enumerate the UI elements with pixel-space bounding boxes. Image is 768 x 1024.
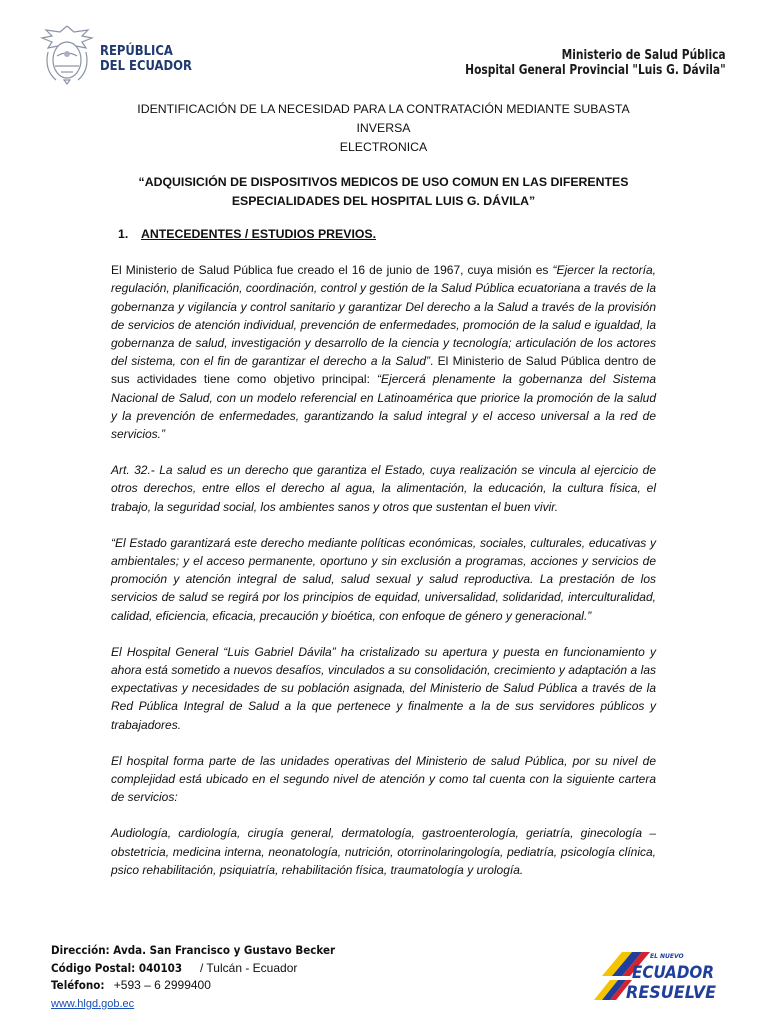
document-body: [111, 100, 656, 879]
logo-line1: ECUADOR: [632, 963, 714, 983]
footer-contact: Dirección: Avda. San Francisco y Gustavo Becker Código Postal: 040103 / Tulcán - Ecuador Teléfono: +593 – 6 2999400 www.hlgd.gob.ec: [51, 943, 336, 1010]
ministry-name: Ministerio de Salud Pública Hospital General Provincial "Luis G. Dávila": [465, 48, 726, 78]
logo-line2: RESUELVE: [626, 983, 717, 1002]
document-subtitle: “ADQUISICIÓN DE DISPOSITIVOS MEDICOS DE USO COMUN EN LAS DIFERENTES ESPECIALIDADES DEL HOSPITAL LUIS G. DÁVILA”: [138, 175, 629, 208]
footer-phone: +593 – 6 2999400: [110, 978, 211, 992]
letterhead: [0, 0, 768, 95]
paragraph-hospital: El Hospital General “Luis Gabriel Dávila” ha cristalizado su apertura y puesta en funcionamiento y ahora está sometido a nuevos desafíos, vinculados a su consolidación, crecimiento y adaptación a las expectativas y necesidades de su población asignada, del Ministerio de Salud Pública a través de la Red Pública Integral de Salud a la que pertenece y finalmente a la de sus servidores públicos y trabajadores.: [111, 644, 656, 732]
footer-website-link[interactable]: www.hlgd.gob.ec: [51, 997, 135, 1010]
republic-name: REPÚBLICA DEL ECUADOR: [100, 43, 192, 74]
paragraph-operating-units: El hospital forma parte de las unidades operativas del Ministerio de salud Pública, por su nivel de complejidad está ubicado en el segundo nivel de atención y como tal cuenta con la siguiente cartera de servicios:: [111, 753, 656, 805]
footer-postal: Código Postal: 040103: [51, 960, 183, 975]
section-heading: 1. ANTECEDENTES / ESTUDIOS PREVIOS.: [118, 227, 377, 241]
paragraph-state-guarantee: “El Estado garantizará este derecho mediante políticas económicas, sociales, culturales, educativas y ambientales; y el acceso permanente, oportuno y sin exclusión a programas, acciones y servicios de promoción y atención integral de salud, salud sexual y salud reproductiva. La prestación de los servicios de salud se regirá por los principios de equidad, universalidad, solidaridad, interculturalidad, calidad, eficiencia, eficacia, precaución y bioética, con enfoque de género y generacional.”: [111, 535, 656, 623]
ecuador-resuelve-logo: [588, 946, 718, 1002]
footer-phone-label: Teléfono:: [51, 978, 105, 992]
document-title: IDENTIFICACIÓN DE LA NECESIDAD PARA LA CONTRATACIÓN MEDIANTE SUBASTA INVERSA ELECTRONICA: [137, 102, 630, 154]
paragraph-article-32: Art. 32.- La salud es un derecho que garantiza el Estado, cuya realización se vincula al ejercicio de otros derechos, entre ellos el derecho al agua, la alimentación, la educación, la cultura física, el trabajo, la seguridad social, los ambientes sanos y otros que sustentan el buen vivir.: [111, 463, 656, 514]
paragraph-services: Audiología, cardiología, cirugía general, dermatología, gastroenterología, geriatría, ginecología – obstetricia, medicina interna, neonatología, nutrición, otorrinolaringología, pediatría, psicología clínica, psico rehabilitación, psiquiatría, rehabilitación física, traumatología y urología.: [111, 826, 656, 877]
footer-address: Dirección: Avda. San Francisco y Gustavo Becker: [51, 943, 336, 957]
logo-small-text: EL NUEVO: [650, 953, 684, 960]
paragraph-ministry-mission: El Ministerio de Salud Pública fue creado el 16 de junio de 1967, cuya misión es “Ejercer la rectoría, regulación, planificación, coordinación, control y gestión de la Salud Pública ecuatoriana a través de la gobernanza y vigilancia y control sanitario y garantizar Del derecho a la Salud a través de la provisión de servicios de atención individual, prevención de enfermedades, promoción de la salud e igualdad, la gobernanza de salud, investigación y desarrollo de la ciencia y tecnología; articulación de los actores del sistema, con el fin de garantizar el derecho a la Salud”. El Ministerio de Salud Pública dentro de sus actividades tiene como objetivo principal: “Ejercerá plenamente la gobernanza del Sistema Nacional de Salud, con un modelo referencial en Latinoamérica que priorice la promoción de la salud y la prevención de enfermedades, garantizando la salud integral y el acceso universal a la red de servicios.”: [111, 263, 656, 442]
coat-of-arms-icon: [38, 22, 96, 86]
